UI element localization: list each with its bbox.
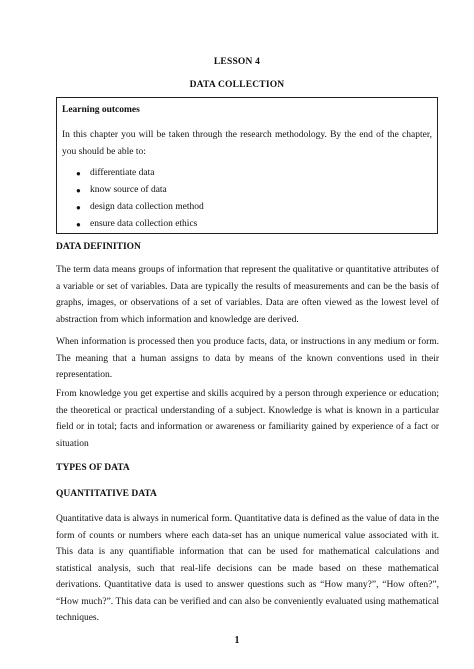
list-item [62, 182, 432, 199]
list-item-text: design data collection method [90, 202, 204, 212]
list-item [62, 216, 432, 233]
learning-outcomes-box [56, 97, 438, 234]
bullet-icon: ● [76, 169, 81, 178]
list-item-text: differentiate data [90, 168, 155, 178]
page-number: 1 [234, 635, 240, 646]
learning-outcomes-intro: In this chapter you will be taken through the research methodology. By the end of the chapter, you should be able to: [62, 130, 432, 157]
quantitative-paragraph: Quantitative data is always in numerical form. Quantitative data is defined as the value of data in the form of counts or numbers where each data-set has an unique numerical value associated with it. This data is any quantifiable information that can be used for mathematical calculations and statistical analysis, such that real-life decisions can be made based on these mathematical derivations. Quantitative data is used to answer questions such as “How many?”, “How often?”, “How much?”. This data can be verified and can also be conveniently evaluated using mathematical techniques. [56, 514, 439, 623]
learning-outcomes-heading: Learning outcomes [62, 105, 140, 115]
definition-paragraph-1: The term data means groups of information that represent the qualitative or quantitative attributes of a variable or set of variables. Data are typically the results of measurements and can be the basis of graphs, images, or observations of a set of variables. Data are often viewed as the lowest level of abstraction from which information and knowledge are derived. [56, 265, 439, 325]
list-item-text: know source of data [90, 185, 167, 195]
learning-outcomes-list [62, 165, 432, 233]
list-item [62, 165, 432, 182]
bullet-icon: ● [76, 220, 81, 229]
definition-paragraph-3: From knowledge you get expertise and skills acquired by a person through experience or education; the theoretical or practical understanding of a subject. Knowledge is what is known in a particular field or in total; facts and information or awareness or familiarity gained by experience of a fact or situation [56, 389, 439, 449]
list-item [62, 199, 432, 216]
bullet-icon: ● [76, 203, 81, 212]
definition-paragraph-2: When information is processed then you produce facts, data, or instructions in any medium or form. The meaning that a human assigns to data by means of the known conventions used in their representation. [56, 337, 439, 380]
types-of-data-heading: TYPES OF DATA [56, 463, 130, 473]
lesson-number: LESSON 4 [213, 57, 261, 67]
data-definition-heading: DATA DEFINITION [56, 242, 141, 252]
list-item-text: ensure data collection ethics [90, 219, 198, 229]
lesson-title: DATA COLLECTION [189, 80, 285, 90]
quantitative-data-heading: QUANTITATIVE DATA [56, 489, 157, 499]
bullet-icon: ● [76, 186, 81, 195]
